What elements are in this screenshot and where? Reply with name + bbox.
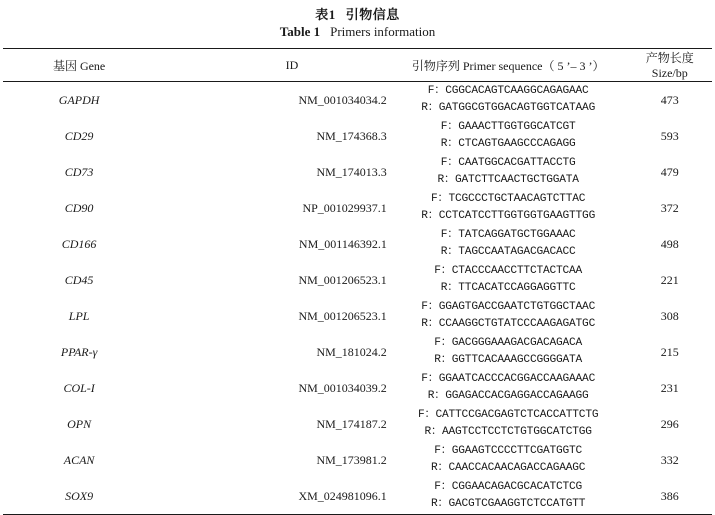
size-cell: 231 [660,380,679,395]
gene-cell: CD90 [64,200,94,215]
accession-id: NM_001034039.2 [298,380,387,395]
forward-primer: F：CGGAACAGACGCACATCTCG [434,481,583,493]
gene-cell: CD166 [61,236,97,251]
table-title-english [0,24,715,40]
table-row [3,154,712,190]
table-row [3,478,712,515]
table-row [3,298,712,334]
size-cell: 473 [660,92,679,107]
forward-primer: F：GGAGTGACCGAATCTGTGGCTAAC [421,301,596,313]
reverse-primer: R：GATCTTCAACTGCTGGATA [437,174,579,186]
forward-primer: F：GACGGGAAAGACGACAGACA [434,337,583,349]
gene-cell: CD73 [64,164,94,179]
gene-cell: OPN [67,416,92,431]
accession-id: NM_001146392.1 [298,236,387,251]
reverse-primer: R：AAGTCCTCCTCTGTGGCATCTGG [424,426,592,438]
header-size: 产物长度 Size/bp [645,51,694,80]
forward-primer: F：GGAAGTCCCCTTCGATGGTC [434,445,583,457]
id-cell [155,82,389,119]
sequence-cell [389,190,628,226]
id-cell [155,298,389,334]
gene-cell: GAPDH [58,92,100,107]
accession-id: NM_001034034.2 [298,92,387,107]
table-row [3,82,712,119]
forward-primer: F：GGAATCACCCACGGACCAAGAAAC [421,373,596,385]
reverse-primer: R：TAGCCAATAGACGACACC [440,246,576,258]
reverse-primer: R：CCAAGGCTGTATCCCAAGAGATGC [421,318,596,330]
table-row [3,334,712,370]
forward-primer: F：TCGCCCTGCTAACAGTCTTAC [431,193,586,205]
sequence-cell [389,118,628,154]
table-title-cn-text: 引物信息 [345,7,400,22]
reverse-primer: R：CCTCATCCTTGGTGGTGAAGTTGG [421,210,596,222]
table-row [3,226,712,262]
gene-cell: LPL [68,308,90,323]
size-cell: 215 [660,344,679,359]
reverse-primer: R：CAACCACAACAGACCAGAAGC [431,462,586,474]
id-cell [155,370,389,406]
forward-primer: F：CGGCACAGTCAAGGCAGAGAAC [427,85,589,97]
sequence-cell [389,442,628,478]
table-title-en-text: Primers information [330,24,436,39]
accession-id: NM_001206523.1 [298,308,387,323]
sequence-cell [389,262,628,298]
id-cell [155,406,389,442]
table-row [3,190,712,226]
id-cell [155,442,389,478]
id-cell [155,190,389,226]
reverse-primer: R：TTCACATCCAGGAGGTTC [440,282,576,294]
sequence-cell [389,82,628,119]
table-row [3,262,712,298]
forward-primer: F：GAAACTTGGTGGCATCGT [440,121,576,133]
primer-table [3,48,712,515]
id-cell [155,334,389,370]
size-cell: 332 [660,452,679,467]
sequence-cell [389,334,628,370]
accession-id: NM_001206523.1 [298,272,387,287]
forward-primer: F：CTACCCAACCTTCTACTCAA [434,265,583,277]
sequence-cell [389,406,628,442]
forward-primer: F：CATTCCGACGAGTCTCACCATTCTG [418,409,599,421]
gene-cell: ACAN [63,452,95,467]
size-cell: 372 [660,200,679,215]
gene-cell: SOX9 [65,488,94,503]
table-header-row [3,49,712,82]
sequence-cell [389,370,628,406]
sequence-cell [389,478,628,515]
header-id: ID [285,57,299,72]
reverse-primer: R：GGAGACCACGAGGACCAGAAGG [427,390,589,402]
size-cell: 593 [660,128,679,143]
reverse-primer: R：CTCAGTGAAGCCCAGAGG [440,138,576,150]
accession-id: NM_174368.3 [316,128,387,143]
header-sequence: 引物序列 Primer sequence（ 5 ’– 3 ’） [411,58,605,73]
gene-cell: CD45 [64,272,94,287]
accession-id: NP_001029937.1 [302,200,387,215]
size-cell: 498 [660,236,679,251]
accession-id: NM_181024.2 [316,344,387,359]
size-cell: 296 [660,416,679,431]
id-cell [155,262,389,298]
size-cell: 221 [660,272,679,287]
header-gene: 基因 Gene [52,58,106,73]
id-cell [155,226,389,262]
table-title-chinese [0,4,715,23]
table-number-en: Table 1 [279,24,321,39]
reverse-primer: R：GATGGCGTGGACAGTGGTCATAAG [421,102,596,114]
forward-primer: F：CAATGGCACGATTACCTG [440,157,576,169]
size-cell: 308 [660,308,679,323]
reverse-primer: R：GGTTCACAAAGCCGGGGATA [434,354,583,366]
table-row [3,442,712,478]
gene-cell: PPAR-γ [60,344,98,359]
accession-id: NM_173981.2 [316,452,387,467]
id-cell [155,154,389,190]
gene-cell: CD29 [64,128,94,143]
sequence-cell [389,226,628,262]
sequence-cell [389,154,628,190]
id-cell [155,118,389,154]
forward-primer: F：TATCAGGATGCTGGAAAC [440,229,576,241]
reverse-primer: R：GACGTCGAAGGTCTCCATGTT [431,498,586,510]
size-cell: 386 [660,488,679,503]
accession-id: XM_024981096.1 [298,488,387,503]
table-row [3,406,712,442]
gene-cell: COL-I [63,380,95,395]
table-row [3,370,712,406]
sequence-cell [389,298,628,334]
size-cell: 479 [660,164,679,179]
id-cell [155,478,389,515]
accession-id: NM_174187.2 [316,416,387,431]
table-number-cn: 表1 [315,7,336,22]
table-row [3,118,712,154]
accession-id: NM_174013.3 [316,164,387,179]
